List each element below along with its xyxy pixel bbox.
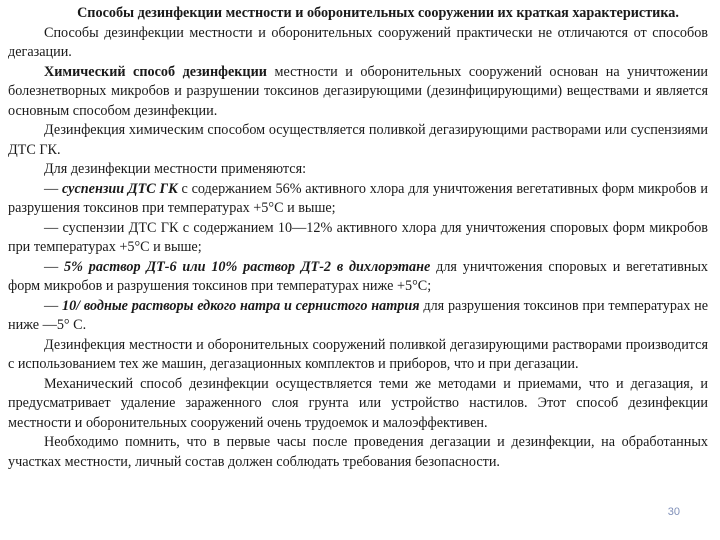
document-page bbox=[8, 4, 708, 472]
paragraph-chemical-method bbox=[8, 63, 708, 122]
paragraph-mechanical-method: Механический способ дезинфекции осуществляется теми же методами и приемами, что и дегазация, и предусматривает удаление зараженного слоя грунта или устройство настилов. Этот способ дезинфекции местности и оборонительных сооружений очень трудоемок и малоэффективен. bbox=[8, 375, 708, 431]
paragraph-safety-note: Необходимо помнить, что в первые часы после проведения дегазации и дезинфекции, на обработанных участках местности, личный состав должен соблюдать требования безопасности. bbox=[8, 434, 708, 470]
list-item-emphasis: 10/ водные растворы едкого натра и сернистого натрия bbox=[61, 297, 420, 314]
list-item-text: для уничтожения споровых и вегетативных форм микробов и разрушения токсинов при температурах ниже +5°С; bbox=[8, 258, 708, 294]
page-number: 30 bbox=[667, 506, 680, 518]
list-item-dts-56 bbox=[8, 180, 708, 219]
list-item-text: для разрушения токсинов при температурах не ниже —5° С. bbox=[8, 297, 709, 333]
list-item-text: с содержанием 56% активного хлора для уничтожения вегетативных форм микробов и разрушения токсинов при температурах +5°С и выше; bbox=[8, 180, 709, 216]
page-title: Способы дезинфекции местности и оборонительных сооружении их краткая характеристика. bbox=[77, 5, 679, 21]
paragraph-watering-method: Дезинфекция местности и оборонительных сооружений поливкой дегазирующими растворами производится с использованием тех же машин, дегазационных комплектов и приборов, что и при дегазации. bbox=[8, 336, 708, 372]
paragraph-chemical-application: Дезинфекция химическим способом осуществляется поливкой дегазирующими растворами или суспензиями ДТС ГК. bbox=[8, 122, 708, 158]
chemical-method-term: Химический способ дезинфекции bbox=[44, 63, 267, 80]
list-item-emphasis: 5% раствор ДТ-6 или 10% раствор ДТ-2 в дихлорэтане bbox=[64, 258, 431, 275]
chemical-method-text: местности и оборонительных сооружений основан на уничтожении болезнетворных микробов и разрушении токсинов дегазирующими (дезинфицирующими) веществами и является основным способом дезинфекции. bbox=[8, 63, 709, 119]
list-dash: — bbox=[44, 258, 65, 275]
list-dash: — bbox=[44, 297, 62, 314]
list-item-emphasis: суспензии ДТС ГК bbox=[61, 180, 178, 197]
list-item-sodium-solutions bbox=[8, 297, 708, 336]
paragraph-intro: Способы дезинфекции местности и оборонительных сооружений практически не отличаются от способов дегазации. bbox=[8, 24, 708, 60]
list-item-dts-10-12: — суспензии ДТС ГК с содержанием 10—12% активного хлора для уничтожения споровых форм микробов при температурах +5°С и выше; bbox=[8, 219, 708, 255]
list-dash: — bbox=[44, 180, 62, 197]
list-item-dt-solutions bbox=[8, 258, 708, 297]
paragraph-list-intro: Для дезинфекции местности применяются: bbox=[44, 161, 307, 177]
